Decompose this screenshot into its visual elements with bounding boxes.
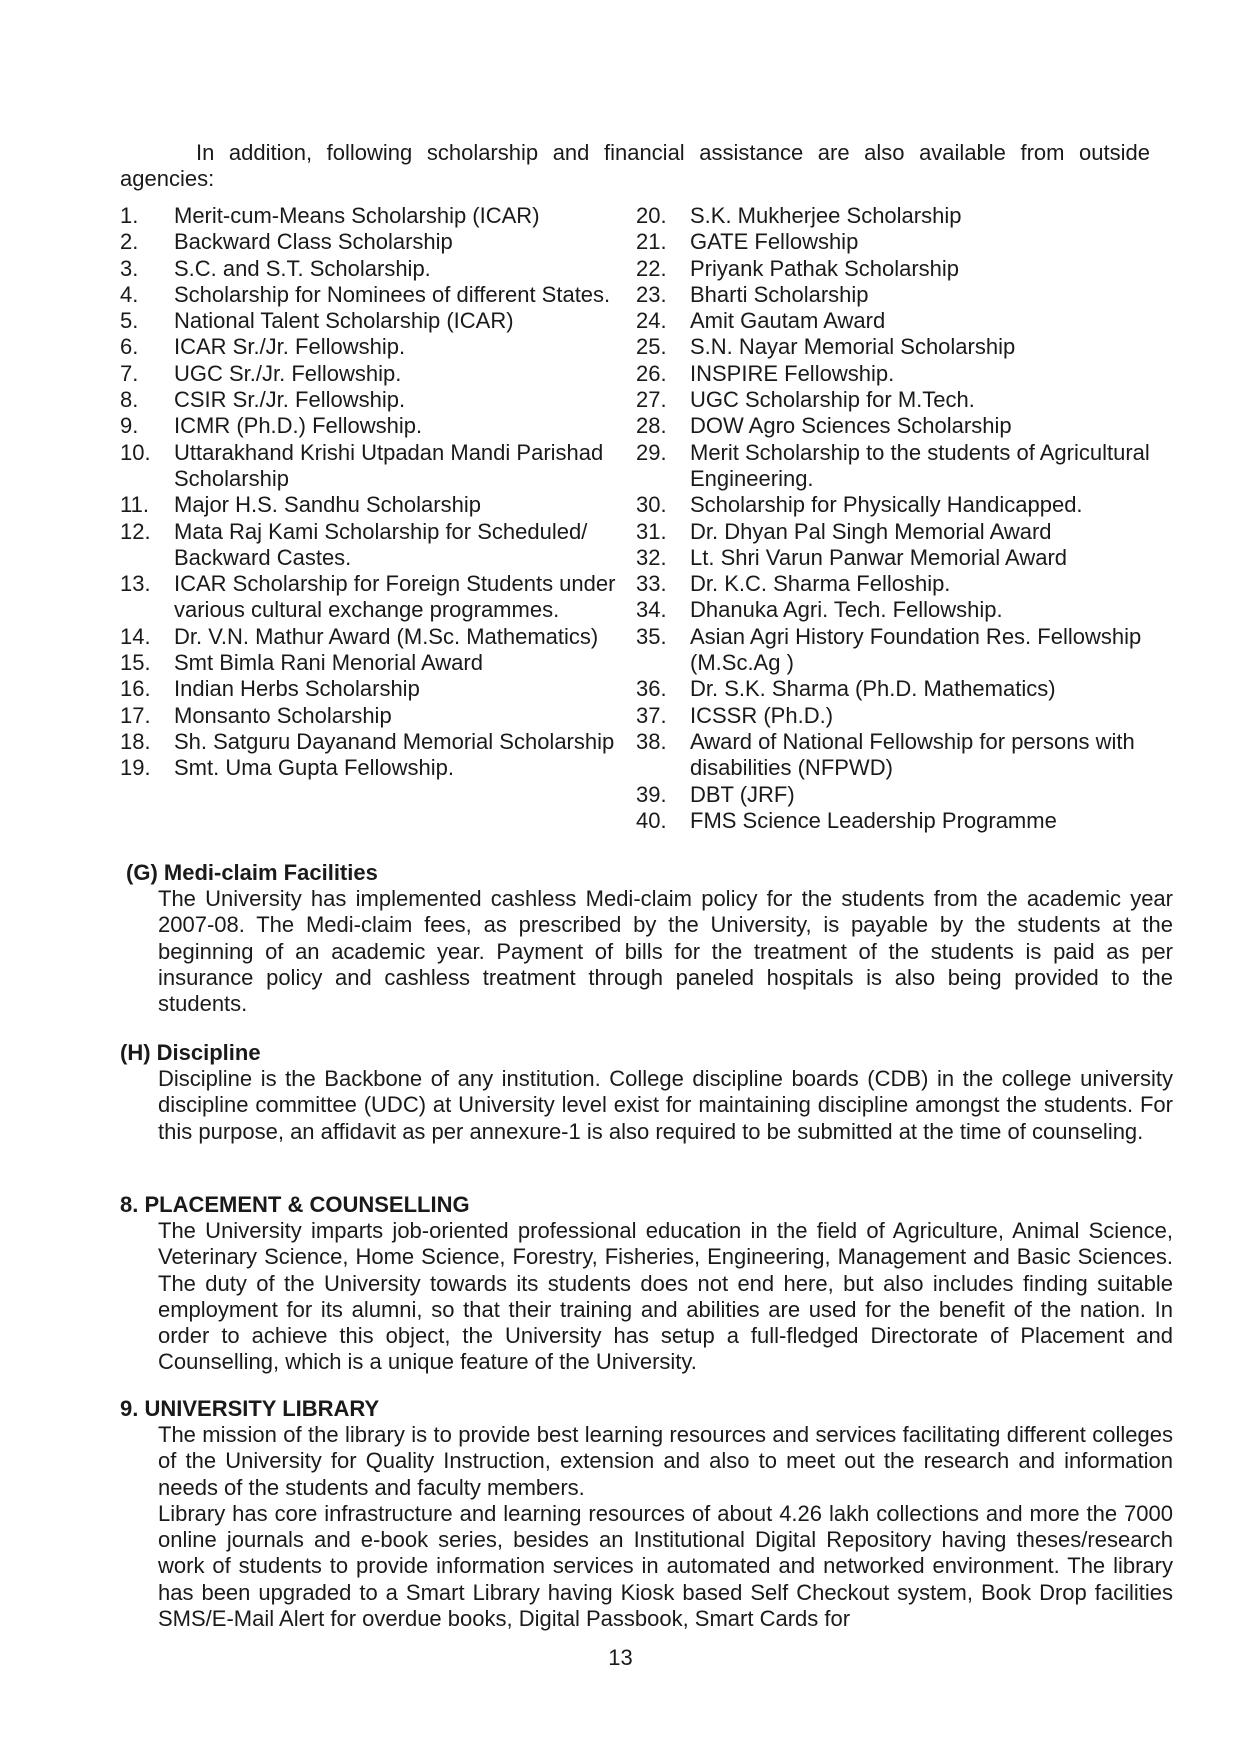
list-item xyxy=(120,387,620,413)
list-item-number: 10. xyxy=(120,439,151,465)
list-item xyxy=(120,413,620,439)
list-item-number: 23. xyxy=(636,281,667,307)
list-item-text: Priyank Pathak Scholarship xyxy=(690,255,960,281)
list-item-text: Bharti Scholarship xyxy=(690,281,869,307)
list-item-text: CSIR Sr./Jr. Fellowship. xyxy=(174,387,406,413)
list-item-text: S.K. Mukherjee Scholarship xyxy=(690,203,962,228)
list-item-text: Award of National Fellowship for persons with disabilities (NFPWD) xyxy=(690,728,1135,781)
list-item-number: 18. xyxy=(120,728,151,754)
list-item-text: Merit-cum-Means Scholarship (ICAR) xyxy=(174,203,540,228)
list-item-number: 11. xyxy=(120,492,149,518)
list-item xyxy=(120,334,620,360)
list-item xyxy=(636,624,1156,677)
list-item xyxy=(120,203,620,229)
list-item-number: 34. xyxy=(636,597,667,623)
list-item-text: Dr. Dhyan Pal Singh Memorial Award xyxy=(690,518,1052,544)
list-item-text: Scholarship for Physically Handicapped. xyxy=(690,492,1083,518)
list-item-text: Major H.S. Sandhu Scholarship xyxy=(174,492,481,518)
list-item-text: Smt Bimla Rani Menorial Award xyxy=(174,650,483,676)
list-item-text: Dr. V.N. Mathur Award (M.Sc. Mathematics) xyxy=(174,623,599,649)
list-item-number: 9. xyxy=(120,413,139,439)
list-item xyxy=(120,571,620,624)
placement-section xyxy=(120,1192,1173,1376)
list-item-number: 22. xyxy=(636,255,667,281)
library-body-2: Library has core infrastructure and learning resources of about 4.26 lakh collections and more the 7000 online journals and e-book series, besides an Institutional Digital Repository having theses/research work of students to provide information services in automated and networked environment. The library has been upgraded to a Smart Library having Kiosk based Self Checkout system, Book Drop facilities SMS/E-Mail Alert for overdue books, Digital Passbook, Smart Cards for xyxy=(158,1500,1173,1632)
list-item xyxy=(120,492,620,518)
list-item-number: 31. xyxy=(636,518,667,544)
list-item xyxy=(636,808,1156,834)
list-item-text: Mata Raj Kami Scholarship for Scheduled/ Backward Castes. xyxy=(174,518,588,570)
list-item xyxy=(636,519,1156,545)
discipline-section xyxy=(120,1040,1173,1145)
list-item-number: 19. xyxy=(120,755,151,781)
list-item xyxy=(120,703,620,729)
list-item-number: 39. xyxy=(636,781,667,807)
list-item-text: INSPIRE Fellowship. xyxy=(690,360,895,386)
list-item-number: 36. xyxy=(636,676,667,702)
list-item-text: Amit Gautam Award xyxy=(690,308,886,334)
list-item-number: 14. xyxy=(120,623,151,649)
list-item-number: 35. xyxy=(636,623,667,649)
list-item xyxy=(120,440,620,493)
list-item-number: 37. xyxy=(636,702,667,728)
list-item-number: 7. xyxy=(120,360,139,386)
list-item-text: ICMR (Ph.D.) Fellowship. xyxy=(174,413,423,439)
list-item-number: 16. xyxy=(120,676,151,702)
list-item-number: 38. xyxy=(636,728,667,754)
list-item-number: 25. xyxy=(636,334,667,360)
list-item xyxy=(636,334,1156,360)
list-item xyxy=(636,676,1156,702)
placement-heading: 8. PLACEMENT & COUNSELLING xyxy=(120,1192,470,1217)
list-item xyxy=(636,387,1156,413)
list-item-text: National Talent Scholarship (ICAR) xyxy=(174,308,514,334)
list-item xyxy=(636,545,1156,571)
mediclaim-heading: (G) Medi-claim Facilities xyxy=(126,860,378,885)
list-item-text: ICSSR (Ph.D.) xyxy=(690,702,834,728)
list-item-number: 20. xyxy=(636,203,667,228)
list-item xyxy=(120,282,620,308)
list-item xyxy=(636,597,1156,623)
list-item-number: 15. xyxy=(120,650,151,676)
list-item xyxy=(120,755,620,781)
list-item-number: 2. xyxy=(120,229,139,255)
library-section xyxy=(120,1396,1173,1632)
list-item xyxy=(636,492,1156,518)
mediclaim-section xyxy=(120,860,1173,1017)
list-item-number: 27. xyxy=(636,387,667,413)
list-item-number: 33. xyxy=(636,571,667,597)
list-item-text: S.C. and S.T. Scholarship. xyxy=(174,255,431,281)
list-item-number: 29. xyxy=(636,439,667,465)
list-item-text: Uttarakhand Krishi Utpadan Mandi Parishad Scholarship xyxy=(174,439,604,491)
list-item xyxy=(636,440,1156,493)
list-item xyxy=(120,361,620,387)
list-item-text: UGC Scholarship for M.Tech. xyxy=(690,387,975,413)
list-item xyxy=(636,729,1156,782)
list-item-text: Dr. K.C. Sharma Felloship. xyxy=(690,571,951,597)
list-item-text: Dhanuka Agri. Tech. Fellowship. xyxy=(690,597,1003,623)
scholarship-list-right xyxy=(636,203,1156,834)
list-item-number: 5. xyxy=(120,308,139,334)
discipline-heading: (H) Discipline xyxy=(120,1040,261,1065)
list-item xyxy=(636,782,1156,808)
list-item xyxy=(636,703,1156,729)
list-item xyxy=(120,519,620,572)
list-item-number: 4. xyxy=(120,281,139,307)
intro-paragraph: In addition, following scholarship and financial assistance are also available from outside agencies: xyxy=(120,140,1150,191)
list-item-text: ICAR Scholarship for Foreign Students under various cultural exchange programmes. xyxy=(174,571,616,623)
list-item-text: Merit Scholarship to the students of Agricultural Engineering. xyxy=(690,439,1150,491)
mediclaim-body: The University has implemented cashless Medi-claim policy for the students from the academic year 2007-08. The Medi-claim fees, as prescribed by the University, is payable by the students at the beginning of an academic year. Payment of bills for the treatment of the students is paid as per insurance policy and cashless treatment through paneled hospitals is also being provided to the students. xyxy=(158,886,1173,1017)
list-item-text: FMS Science Leadership Programme xyxy=(690,807,1057,833)
list-item-number: 8. xyxy=(120,387,139,413)
list-item xyxy=(636,256,1156,282)
list-item xyxy=(636,229,1156,255)
list-item-number: 13. xyxy=(120,571,151,597)
list-item-text: ICAR Sr./Jr. Fellowship. xyxy=(174,334,406,360)
list-item-number: 28. xyxy=(636,413,667,439)
list-item-number: 32. xyxy=(636,544,667,570)
list-item xyxy=(636,282,1156,308)
list-item xyxy=(120,650,620,676)
list-item xyxy=(636,361,1156,387)
list-item xyxy=(636,308,1156,334)
list-item-text: Smt. Uma Gupta Fellowship. xyxy=(174,755,454,781)
list-item xyxy=(120,229,620,255)
list-item-text: DOW Agro Sciences Scholarship xyxy=(690,413,1012,439)
list-item xyxy=(120,729,620,755)
list-item-number: 21. xyxy=(636,229,667,255)
list-item-number: 6. xyxy=(120,334,139,360)
list-item-number: 26. xyxy=(636,360,667,386)
list-item xyxy=(636,571,1156,597)
list-item-number: 12. xyxy=(120,518,151,544)
list-item-text: Scholarship for Nominees of different States. xyxy=(174,281,611,307)
list-item-text: S.N. Nayar Memorial Scholarship xyxy=(690,334,1016,360)
list-item xyxy=(120,256,620,282)
list-item-text: Sh. Satguru Dayanand Memorial Scholarship xyxy=(174,728,615,754)
list-item-number: 17. xyxy=(120,702,151,728)
page-number: 13 xyxy=(608,1645,633,1670)
list-item-number: 1. xyxy=(120,203,139,228)
list-item xyxy=(636,203,1156,229)
list-item-number: 3. xyxy=(120,255,139,281)
scholarship-list-left xyxy=(120,203,620,782)
list-item xyxy=(120,624,620,650)
list-item-text: Dr. S.K. Sharma (Ph.D. Mathematics) xyxy=(690,676,1056,702)
list-item-text: Asian Agri History Foundation Res. Fellowship (M.Sc.Ag ) xyxy=(690,623,1142,676)
list-item-text: DBT (JRF) xyxy=(690,781,795,807)
list-item-number: 24. xyxy=(636,308,667,334)
list-item xyxy=(120,308,620,334)
list-item-number: 40. xyxy=(636,807,667,833)
list-item xyxy=(636,413,1156,439)
list-item-text: Monsanto Scholarship xyxy=(174,702,392,728)
list-item xyxy=(120,676,620,702)
library-body-1: The mission of the library is to provide best learning resources and services facilitating different colleges of the University for Quality Instruction, extension and also to meet out the research and information needs of the students and faculty members. xyxy=(158,1422,1173,1500)
list-item-text: UGC Sr./Jr. Fellowship. xyxy=(174,360,402,386)
discipline-body: Discipline is the Backbone of any institution. College discipline boards (CDB) in the college university discipline committee (UDC) at University level exist for maintaining discipline amongst the students. For this purpose, an affidavit as per annexure-1 is also required to be submitted at the time of counseling. xyxy=(158,1066,1173,1144)
list-item-number: 30. xyxy=(636,492,667,518)
list-item-text: Backward Class Scholarship xyxy=(174,229,453,255)
list-item-text: Lt. Shri Varun Panwar Memorial Award xyxy=(690,544,1068,570)
list-item-text: Indian Herbs Scholarship xyxy=(174,676,420,702)
list-item-text: GATE Fellowship xyxy=(690,229,859,255)
library-heading: 9. UNIVERSITY LIBRARY xyxy=(120,1396,380,1421)
placement-body: The University imparts job-oriented professional education in the field of Agriculture, Animal Science, Veterinary Science, Home Science, Forestry, Fisheries, Engineering, Management and Basic Sciences. The duty of the University towards its students does not end here, but also includes finding suitable employment for its alumni, so that their training and abilities are used for the benefit of the nation. In order to achieve this object, the University has setup a full-fledged Directorate of Placement and Counselling, which is a unique feature of the University. xyxy=(158,1218,1173,1375)
